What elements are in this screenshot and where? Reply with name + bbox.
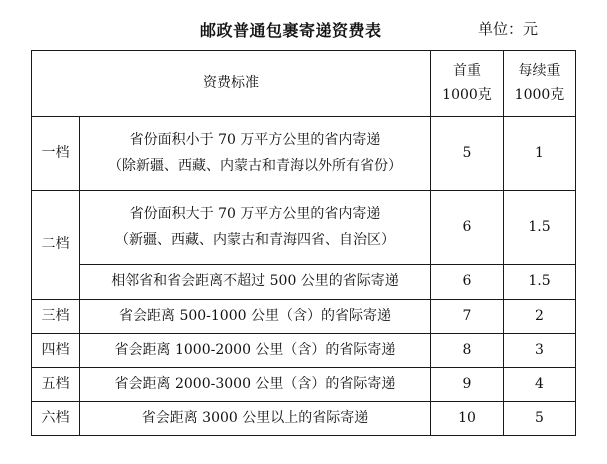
table-row [32, 265, 576, 300]
table-row [32, 402, 576, 436]
description-cell [80, 117, 431, 191]
table-row [32, 334, 576, 368]
unit-label: 单位：元 [478, 20, 539, 38]
grade-cell: 六档 [32, 402, 80, 436]
rates-table [31, 50, 576, 436]
grade-cell: 一档 [32, 117, 80, 191]
table-header-row [32, 51, 576, 117]
extra-weight-cell: 2 [504, 300, 576, 334]
description-cell: 省会距离 1000-2000 公里（含）的省际寄递 [80, 334, 431, 368]
header-first-weight-line2: 1000克 [442, 86, 492, 103]
description-cell: 省会距离 500-1000 公里（含）的省际寄递 [80, 300, 431, 334]
header-first-weight-line1: 首重 [453, 63, 481, 79]
first-weight-cell: 5 [431, 117, 504, 191]
description-cell: 相邻省和省会距离不超过 500 公里的省际寄递 [80, 265, 431, 300]
description-line: 省份面积大于 70 万平方公里的省内寄递 [129, 206, 381, 222]
page-title: 邮政普通包裹寄递资费表 [200, 21, 382, 40]
table-row [32, 300, 576, 334]
extra-weight-cell: 4 [504, 368, 576, 402]
description-cell [80, 191, 431, 265]
grade-cell: 四档 [32, 334, 80, 368]
extra-weight-cell: 1 [504, 117, 576, 191]
first-weight-cell: 8 [431, 334, 504, 368]
extra-weight-cell: 3 [504, 334, 576, 368]
table-row [32, 191, 576, 265]
header-extra-weight-line1: 每续重 [518, 63, 561, 79]
grade-cell: 五档 [32, 368, 80, 402]
header-first-weight [431, 51, 504, 117]
table-row [32, 117, 576, 191]
first-weight-cell: 10 [431, 402, 504, 436]
extra-weight-cell: 1.5 [504, 191, 576, 265]
table-row [32, 368, 576, 402]
header-standard: 资费标准 [32, 51, 431, 117]
first-weight-cell: 6 [431, 191, 504, 265]
description-cell: 省会距离 2000-3000 公里（含）的省际寄递 [80, 368, 431, 402]
description-line: 省份面积小于 70 万平方公里的省内寄递 [129, 132, 381, 148]
first-weight-cell: 7 [431, 300, 504, 334]
description-line: （除新疆、西藏、内蒙古和青海以外所有省份） [108, 157, 402, 174]
description-cell: 省会距离 3000 公里以上的省际寄递 [80, 402, 431, 436]
header-extra-weight [504, 51, 576, 117]
grade-cell: 二档 [32, 191, 80, 300]
grade-cell: 三档 [32, 300, 80, 334]
first-weight-cell: 9 [431, 368, 504, 402]
first-weight-cell: 6 [431, 265, 504, 300]
extra-weight-cell: 1.5 [504, 265, 576, 300]
header-extra-weight-line2: 1000克 [514, 86, 565, 103]
extra-weight-cell: 5 [504, 402, 576, 436]
description-line: （新疆、西藏、内蒙古和青海四省、自治区） [115, 231, 395, 248]
